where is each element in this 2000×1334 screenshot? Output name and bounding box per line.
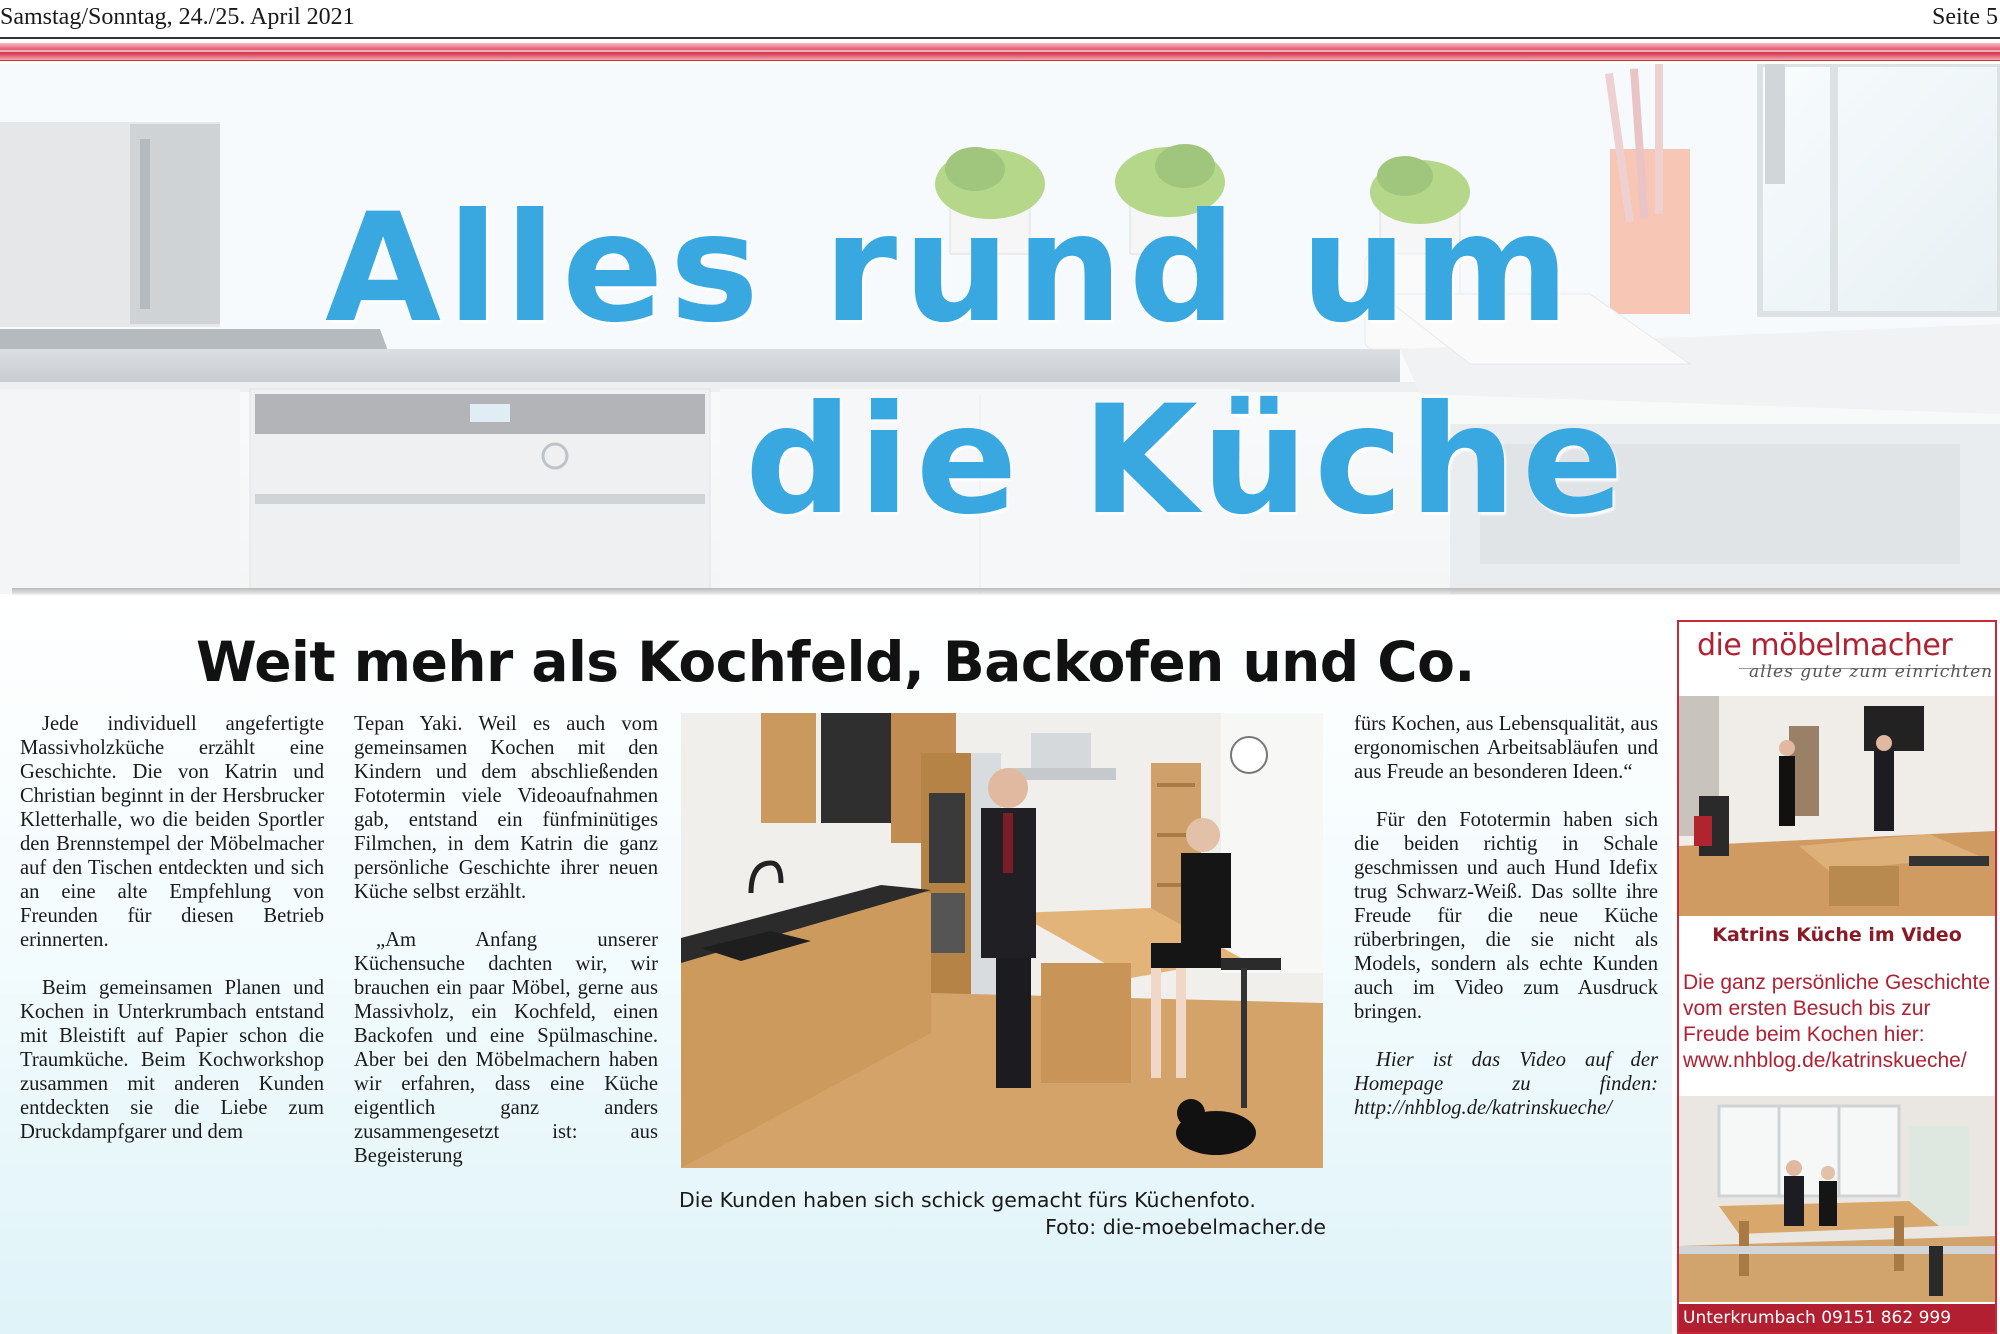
brand-logo: die möbelmacher	[1697, 628, 1953, 663]
article-column-1	[20, 712, 324, 1168]
article-column-3	[1354, 712, 1658, 1144]
paragraph: Tepan Yaki. Weil es auch vom gemeinsamen Kochen mit den Kindern und dem abschließenden Fototermin viele Videoaufnahmen gab, entstand ein fünfminütiges Filmchen, in dem Katrin die ganz persönliche Geschichte ihrer neuen Küche selbst erzählt.	[354, 713, 658, 903]
paragraph: „Am Anfang unserer Küchensuche dachten wir, wir brauchen ein paar Möbel, gerne aus Massivholz, ein Kochfeld, einen Backofen und eine Spülmaschine. Aber bei den Möbelmachern haben wir erfahren, dass eine Küche eigentlich ganz anders zusammengesetzt ist: aus Begeisterung	[354, 929, 658, 1167]
ad-video-link[interactable]: www.nhblog.de/katrinskueche/	[1683, 1049, 1967, 1072]
ad-description	[1683, 970, 1995, 1074]
header-rule	[0, 37, 2000, 39]
paragraph: Für den Fototermin haben sich die beiden richtig in Schale geschmissen und auch Hund Idefix trug Schwarz-Weiß. Das sollte ihre Freude für die neue Küche rüberbringen, die sie nicht als Models, sondern als echte Kunden auch im Video zum Ausdruck bringen.	[1354, 809, 1658, 1023]
ad-video-title: Katrins Küche im Video	[1712, 924, 1962, 946]
moebelmacher-advertisement[interactable]	[1677, 620, 1997, 1334]
issue-date: Samstag/Sonntag, 24./25. April 2021	[0, 4, 355, 30]
paragraph: Jede individuell angefertigte Massivholzküche erzählt eine Geschichte. Die von Katrin und Christian beginnt in der Hersbrucker Kletterhalle, wo die beiden Sportler den Brennstempel der Möbelmacher auf den Tischen entdeckten und sich an eine alte Empfehlung von Freunden für diesen Betrieb erinnerten.	[20, 713, 324, 951]
article-title: Weit mehr als Kochfeld, Backofen und Co.	[196, 630, 1475, 694]
video-hint-paragraph: Hier ist das Video auf der Homepage zu finden: http://nhblog.de/katrinskueche/	[1354, 1049, 1658, 1119]
page-header	[0, 0, 2000, 40]
paragraph: fürs Kochen, aus Lebensqualität, aus ergonomischen Arbeitsabläufen und aus Freude an besonderen Ideen.“	[1354, 713, 1658, 783]
ad-kitchen-photo-bottom	[1679, 1096, 1995, 1302]
ad-kitchen-photo-top	[1679, 696, 1995, 916]
kitchen-photo	[681, 713, 1323, 1168]
kitchen-banner	[0, 64, 2000, 594]
page-number: Seite 5	[1932, 4, 1998, 30]
caption-text: Die Kunden haben sich schick gemacht fürs Küchenfoto.	[679, 1188, 1256, 1212]
ad-contact-footer: Unterkrumbach 09151 862 999	[1679, 1304, 1995, 1332]
photo-credit: Foto: die-moebelmacher.de	[1045, 1215, 1326, 1239]
ad-description-text: Die ganz persönliche Geschichte vom ersten Besuch bis zur Freude beim Kochen hier:	[1683, 971, 1991, 1046]
banner-shadow	[12, 588, 2000, 596]
banner-headline-line1: Alles rund um	[325, 182, 1576, 356]
paragraph: Beim gemeinsamen Planen und Kochen in Unterkrumbach entstand mit Bleistift auf Papier schon die Traumküche. Beim Kochworkshop zusammen mit anderen Kunden entdeckten sie die Liebe zum Druckdampfgarer und dem	[20, 977, 324, 1143]
brand-slogan: alles gute zum einrichten	[1749, 662, 1994, 682]
photo-caption	[679, 1187, 1326, 1241]
decorative-red-band	[0, 43, 2000, 61]
article-column-2	[354, 712, 658, 1192]
banner-headline-line2: die Küche	[745, 374, 1630, 548]
